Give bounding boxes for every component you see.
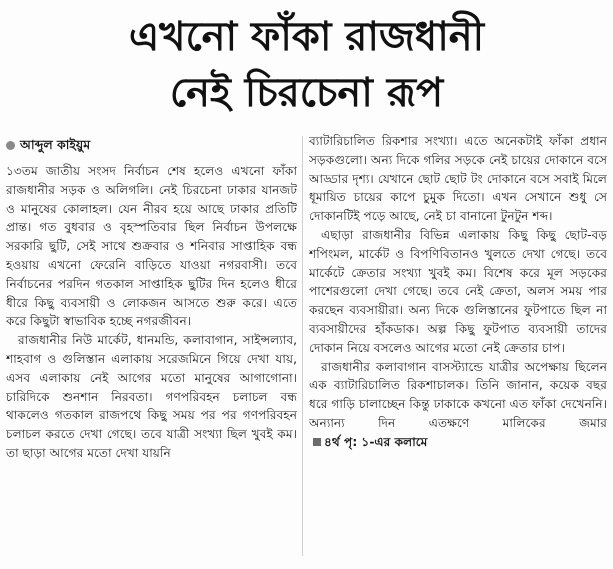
article-paragraph: রাজধানীর নিউ মার্কেট, ধানমন্ডি, কলাবাগান, সাইন্সল্যাব, শাহবাগ ও গুলিস্তান এলাকায় সরেজমিনে গিয়ে দেখা যায়, এসব এলাকায় নেই আগের মতো মানুষের আগাগোনা। চারিদিকে শুনশান নিরবতা। গণপরিবহন চলাচল বন্ধ থাকলেও গতকাল রাজপথে কিছু সময় পর পর গণপরিবহন চলাচল করতে দেখা গেছে। তবে যাত্রী সংখ্যা ছিল খুবই কম। তা ছাড়া আগের মতো দেখা যায়নি [6,333,297,460]
article-paragraph-last [309,358,607,452]
article-paragraph-text: রাজধানীর কলাবাগান বাসস্ট্যান্ডে যাত্রীর অপেক্ষায় ছিলেন এক ব্যাটারিচালিত রিকশাচালক। তিনি জানান, কয়েক বছর ধরে গাড়ি চালাচ্ছেন কিন্তু ঢাকাকে কখনো এত ফাঁকা দেখেননি। অন্যান্য দিন এতক্ষণে মালিকের জমার [309,359,607,430]
byline [6,136,297,154]
column-divider [302,136,303,556]
headline-line-2: নেই চিরচেনা রূপ [169,70,444,116]
right-column [309,132,607,569]
continuation-jump[interactable] [309,435,427,449]
headline-line-1: এখনো ফাঁকা রাজধানী [128,14,485,60]
square-bullet-icon [313,438,321,446]
bullet-dot-icon [6,141,15,150]
author-name: আব্দুল কাইয়ুম [20,137,91,152]
continuation-label[interactable]: ৪র্থ পৃ: ১-এর কলামে [324,434,428,449]
article-paragraph: এছাড়া রাজধানীর বিভিন্ন এলাকায় কিছু কিছু ছোট-বড় শপিংমল, মার্কেট ও বিপণিবিতানও খুলতে দেখা গেছে। তবে মার্কেটে ক্রেতার সংখ্যা খুবই কম। বিশেষ করে মূল সড়কের পাশেরগুলো দেখা গেছে। তবে নেই ক্রেতা, অলস সময় পার করছেন ব্যবসায়ীরা। অন্য দিকে গুলিস্তানের ফুটপাতে ছিল না ব্যবসায়ীদের হাঁকডাক। অল্প কিছু ফুটপাত ব্যবসায়ী তাদের দোকান নিয়ে বসলেও আগের মতো নেই ক্রেতার চাপ। [309,227,607,355]
article-paragraph: ব্যাটারিচালিত রিকশার সংখ্যা। এতে অনেকটাই ফাঁকা প্রধান সড়কগুলো। অন্য দিকে গলির সড়কে নেই চায়ের দোকানে বসে আড্ডার দৃশ্য। যেখানে ছোট ছোট টং দোকানে বসে সবাই মিলে ধূমায়িত চায়ের কাপে চুমুক দিতো। এখন সেখানে শুধু সে দোকানটিই পড়ে আছে, নেই চা বানানো টুনটুন শব্দ। [309,134,607,224]
left-column [6,132,297,569]
article-paragraph: ১৩তম জাতীয় সংসদ নির্বাচন শেষ হলেও এখনো ফাঁকা রাজধানীর সড়ক ও অলিগলি। নেই চিরচেনা ঢাকার যানজট ও মানুষের কোলাহল। যেন নীরব হয়ে আছে ঢাকার প্রতিটি প্রান্ত। গত বুধবার ও বৃহস্পতিবার ছিল নির্বাচন উপলক্ষে সরকারি ছুটি, সেই সাথে শুক্রবার ও শনিবার সাপ্তাহিক বন্ধ হওয়ায় এখনো ফেরেনি বাড়িতে যাওয়া নগরবাসী। তবে নির্বাচনের পরদিন গতকাল সাপ্তাহিক ছুটির দিন হলেও ধীরে ধীরে কিছু ব্যবসায়ী ও লোকজন আসতে শুরু করে। এতে করে কিছুটা স্বাভাবিক হচ্ছে নগরজীবন। [6,164,297,329]
